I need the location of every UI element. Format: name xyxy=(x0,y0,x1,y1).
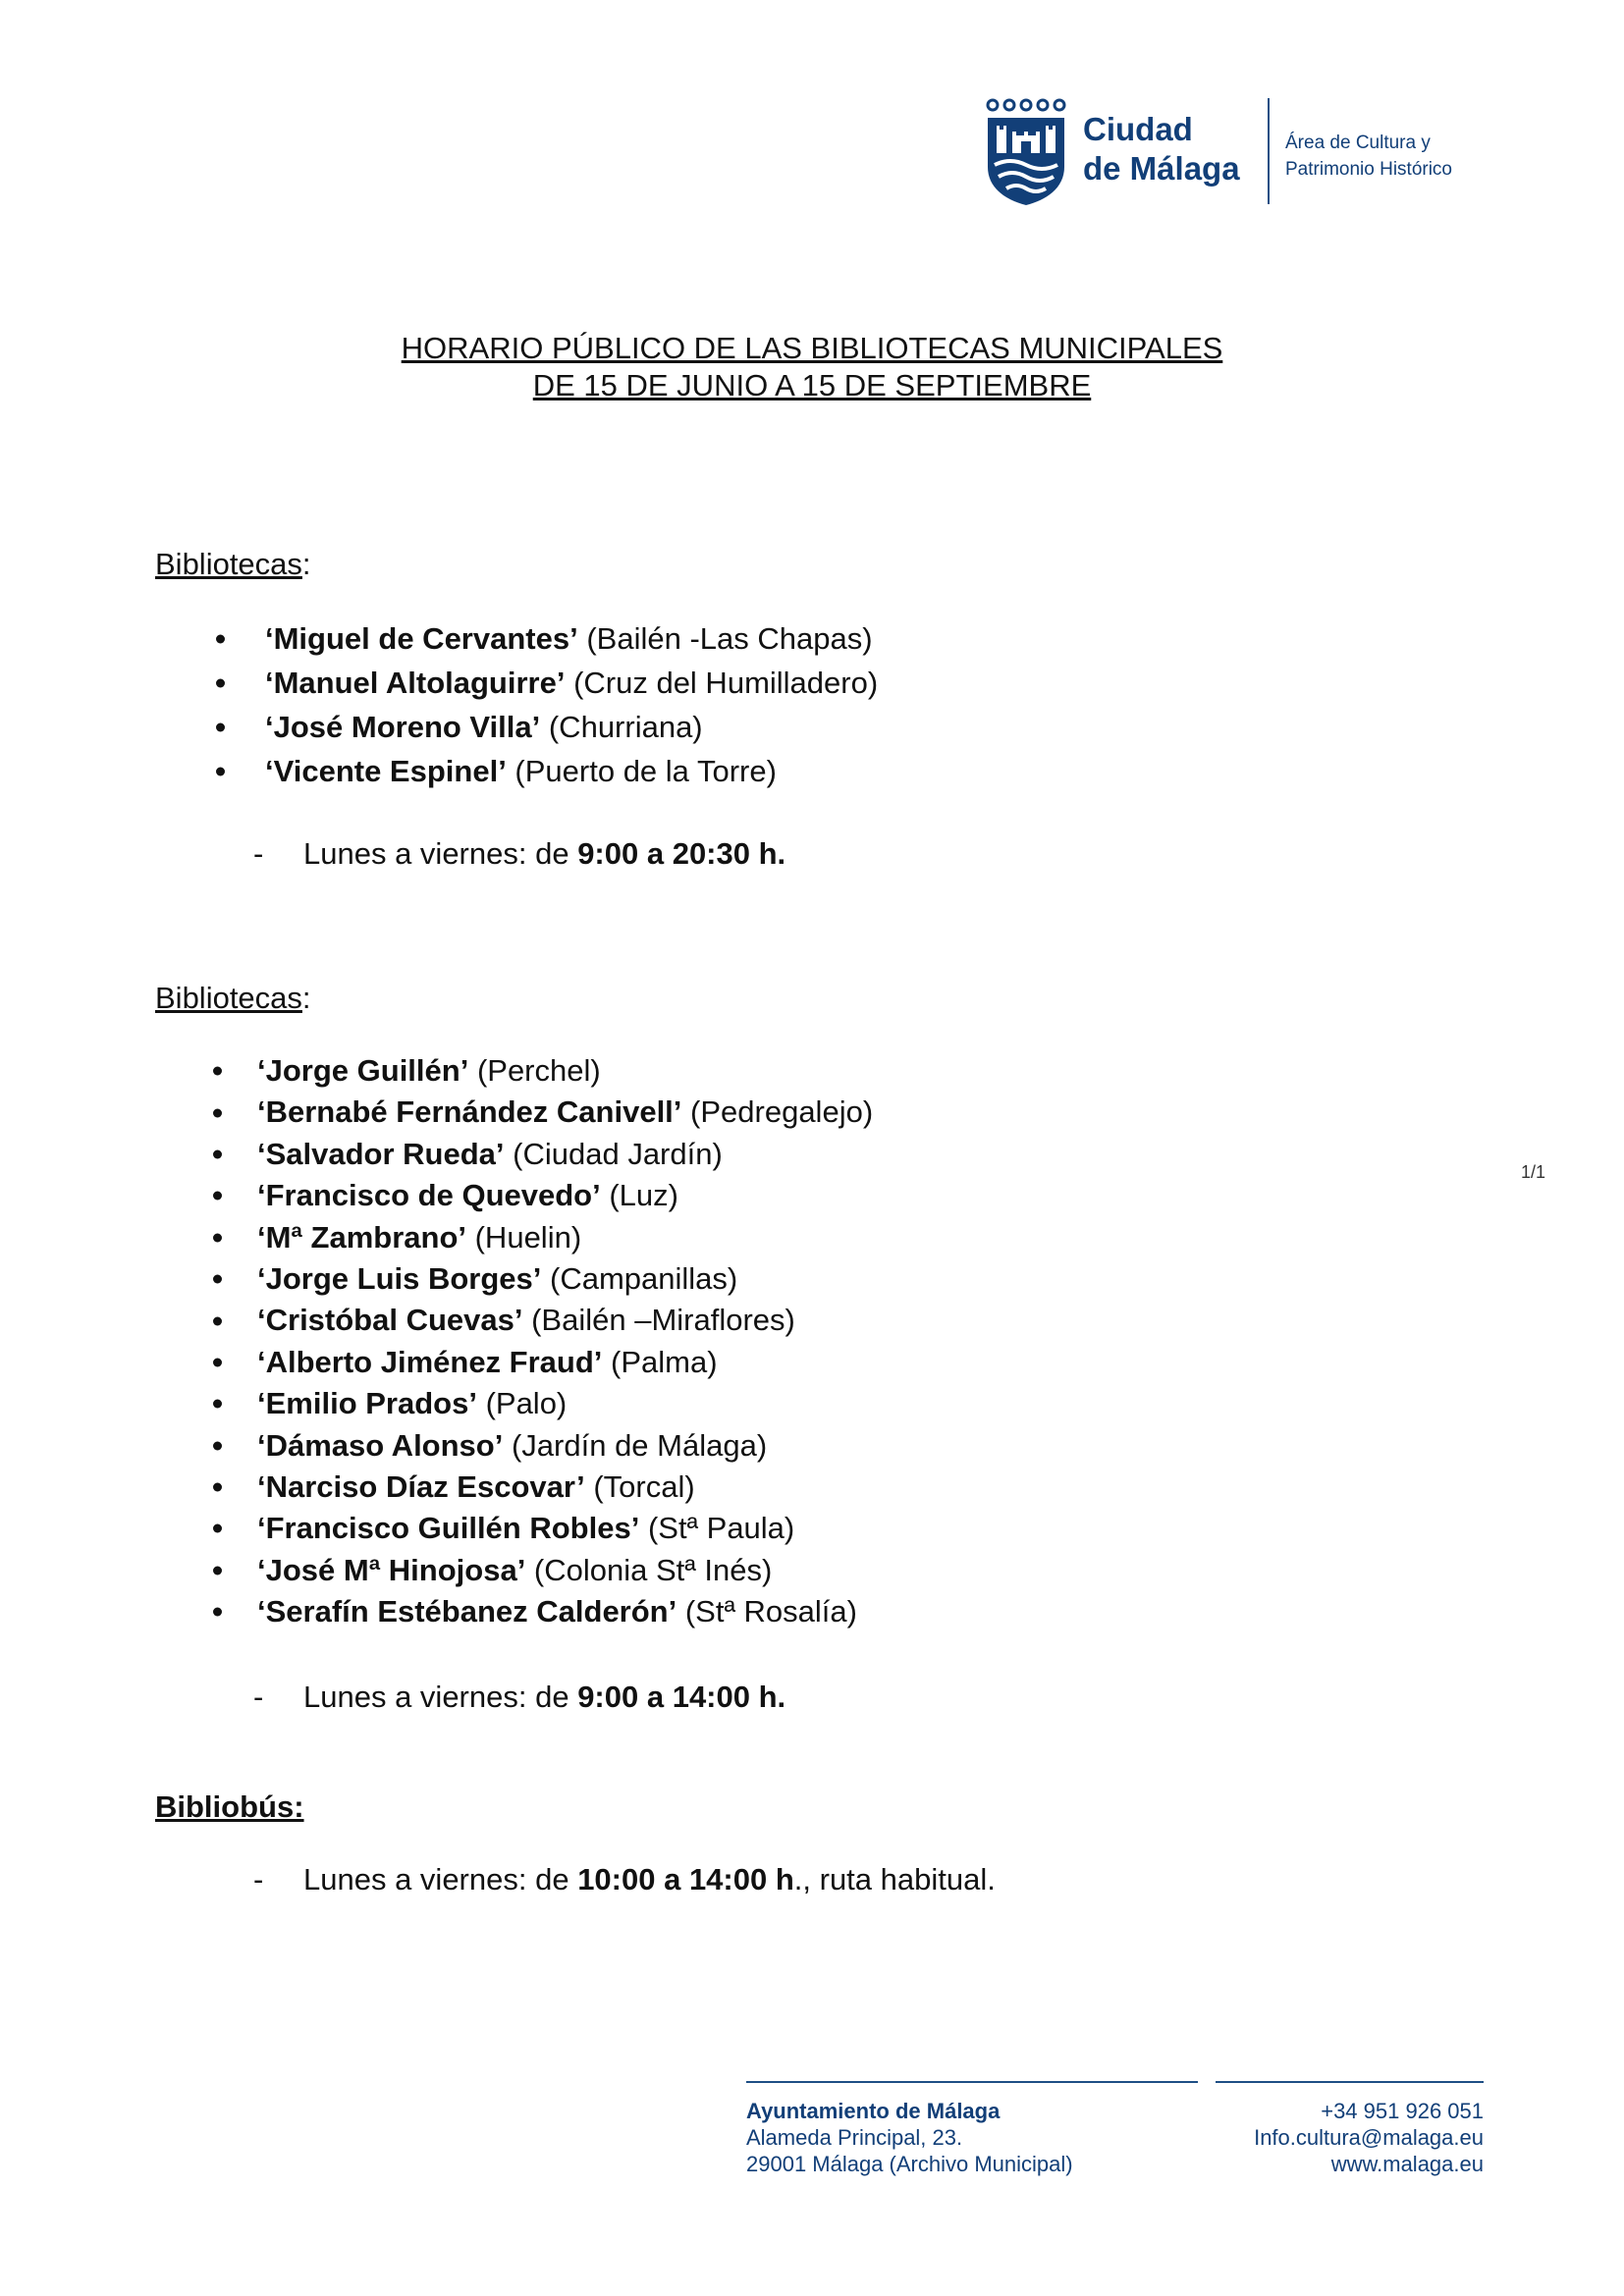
library-item xyxy=(257,1425,873,1467)
library-item xyxy=(257,1175,873,1216)
hours-time: 9:00 a 14:00 h. xyxy=(577,1680,786,1714)
library-name: ‘Emilio Prados’ xyxy=(257,1386,477,1421)
library-name: ‘Serafín Estébanez Calderón’ xyxy=(257,1594,677,1629)
library-place: (Ciudad Jardín) xyxy=(504,1136,723,1171)
brand-line-1: Ciudad xyxy=(1083,111,1193,147)
page-number: 1/1 xyxy=(1521,1162,1546,1182)
hours-dash: - xyxy=(253,1680,264,1714)
library-place: (Colonia Stª Inés) xyxy=(525,1552,773,1587)
hours-suffix: ., ruta habitual. xyxy=(793,1862,996,1896)
library-item xyxy=(257,1258,873,1300)
library-item xyxy=(265,661,878,705)
library-name: ‘Dámaso Alonso’ xyxy=(257,1427,504,1463)
library-place: (Churriana) xyxy=(540,710,703,744)
library-item xyxy=(257,1591,873,1632)
section-2-label-colon: : xyxy=(301,981,311,1015)
document-title-line-2: DE 15 DE JUNIO A 15 DE SEPTIEMBRE xyxy=(532,368,1092,402)
library-place: (Campanillas) xyxy=(541,1260,738,1296)
header-divider xyxy=(1268,98,1270,204)
library-place: (Bailén –Miraflores) xyxy=(522,1303,795,1338)
library-name: ‘José Moreno Villa’ xyxy=(265,710,541,744)
hours-prefix: Lunes a viernes: de xyxy=(303,836,578,871)
library-item xyxy=(257,1383,873,1424)
library-item xyxy=(257,1467,873,1508)
library-name: ‘Francisco de Quevedo’ xyxy=(257,1178,601,1213)
library-place: (Bailén -Las Chapas) xyxy=(577,621,873,656)
library-name: ‘Alberto Jiménez Fraud’ xyxy=(257,1344,603,1379)
library-item xyxy=(257,1342,873,1383)
footer-website[interactable]: www.malaga.eu xyxy=(1330,2152,1484,2176)
library-item xyxy=(257,1550,873,1591)
library-place: (Perchel) xyxy=(468,1053,601,1088)
library-name: ‘Miguel de Cervantes’ xyxy=(265,621,578,656)
library-item xyxy=(257,1134,873,1175)
library-name: ‘Narciso Díaz Escovar’ xyxy=(257,1468,585,1504)
document-title-line-1: HORARIO PÚBLICO DE LAS BIBLIOTECAS MUNICIPALES xyxy=(401,331,1223,365)
library-name: ‘Cristóbal Cuevas’ xyxy=(257,1303,523,1338)
section-1-library-list xyxy=(265,616,878,793)
footer-address-line-2: 29001 Málaga (Archivo Municipal) xyxy=(746,2152,1073,2176)
footer-address xyxy=(746,2098,1073,2177)
hours-dash: - xyxy=(253,836,264,871)
hours-time: 9:00 a 20:30 h. xyxy=(577,836,786,871)
brand-line-2: de Málaga xyxy=(1083,150,1240,187)
footer-rule-right xyxy=(1216,2081,1484,2083)
library-name: ‘José Mª Hinojosa’ xyxy=(257,1552,526,1587)
library-item xyxy=(265,749,878,793)
library-name: ‘Bernabé Fernández Canivell’ xyxy=(257,1095,682,1130)
library-name: ‘Jorge Luis Borges’ xyxy=(257,1260,542,1296)
library-place: (Stª Rosalía) xyxy=(677,1594,857,1629)
hours-prefix: Lunes a viernes: de xyxy=(303,1680,578,1714)
header-logo xyxy=(985,96,1495,206)
library-item xyxy=(257,1300,873,1341)
library-name: ‘Manuel Altolaguirre’ xyxy=(265,666,566,700)
hours-dash: - xyxy=(253,1862,264,1896)
library-place: (Luz) xyxy=(600,1178,678,1213)
library-place: (Torcal) xyxy=(584,1468,695,1504)
library-name: ‘Mª Zambrano’ xyxy=(257,1219,466,1255)
library-item xyxy=(257,1050,873,1092)
section-1-label-text: Bibliotecas xyxy=(155,547,302,581)
footer-org: Ayuntamiento de Málaga xyxy=(746,2099,1001,2123)
section-1-label xyxy=(155,547,311,582)
section-2-label xyxy=(155,981,311,1016)
section-1-label-colon: : xyxy=(301,547,311,581)
library-place: (Palo) xyxy=(476,1386,568,1421)
section-2-label-text: Bibliotecas xyxy=(155,981,302,1015)
library-name: ‘Francisco Guillén Robles’ xyxy=(257,1511,640,1546)
library-name: ‘Salvador Rueda’ xyxy=(257,1136,505,1171)
library-item xyxy=(257,1092,873,1133)
department-line-2: Patrimonio Histórico xyxy=(1285,159,1452,180)
footer-contact xyxy=(1206,2098,1484,2177)
library-item xyxy=(265,616,878,661)
hours-prefix: Lunes a viernes: de xyxy=(303,1862,578,1896)
hours-time: 10:00 a 14:00 h xyxy=(577,1862,794,1896)
department-name xyxy=(1285,130,1452,183)
library-place: (Huelin) xyxy=(466,1219,582,1255)
library-item xyxy=(257,1508,873,1549)
library-place: (Cruz del Humilladero) xyxy=(565,666,879,700)
library-place: (Palma) xyxy=(602,1344,718,1379)
city-shield-icon xyxy=(985,96,1067,206)
library-place: (Pedregalejo) xyxy=(681,1095,874,1130)
section-2-library-list xyxy=(257,1050,873,1632)
library-name: ‘Jorge Guillén’ xyxy=(257,1053,469,1088)
library-place: (Puerto de la Torre) xyxy=(506,754,777,788)
brand-name xyxy=(1083,110,1240,188)
footer-address-line-1: Alameda Principal, 23. xyxy=(746,2125,963,2150)
footer-email[interactable]: Info.cultura@malaga.eu xyxy=(1254,2125,1484,2150)
library-name: ‘Vicente Espinel’ xyxy=(265,754,507,788)
library-place: (Stª Paula) xyxy=(639,1511,795,1546)
bibliobus-label: Bibliobús: xyxy=(155,1789,304,1824)
library-item xyxy=(257,1217,873,1258)
library-place: (Jardín de Málaga) xyxy=(503,1427,768,1463)
footer-rule-left xyxy=(746,2081,1198,2083)
footer-phone[interactable]: +34 951 926 051 xyxy=(1321,2099,1484,2123)
department-line-1: Área de Cultura y xyxy=(1285,133,1431,153)
library-item xyxy=(265,705,878,749)
